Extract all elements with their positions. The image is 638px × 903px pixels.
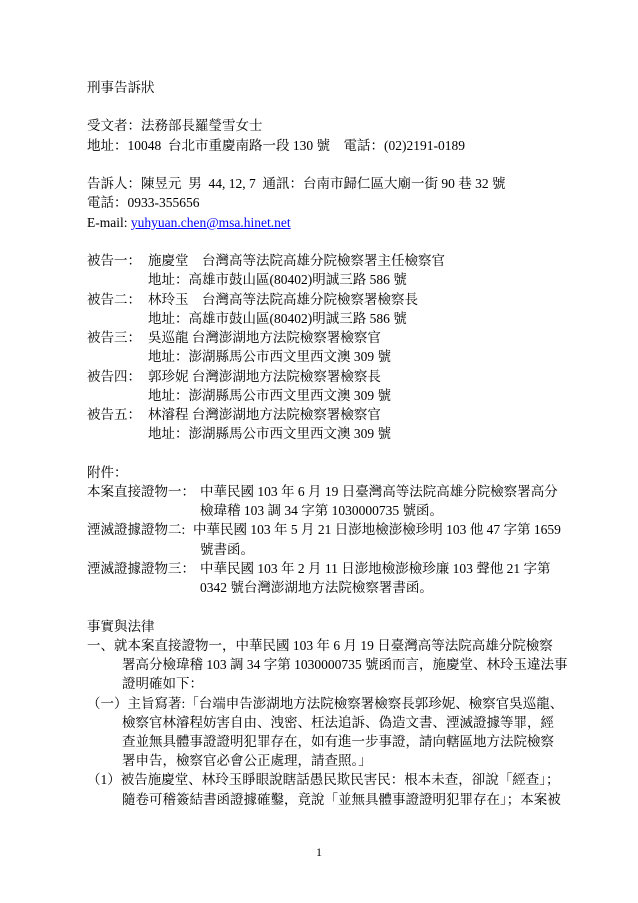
defendant-label: 被告一： — [87, 253, 141, 269]
facts-paragraph-2-line-4: 署申告，檢察官必會公正處理，請查照。」 — [122, 753, 372, 769]
attachment-text: 中華民國 103 年 5 月 21 日澎地檢澎檢珍明 103 他 47 字第 1659 — [193, 522, 561, 538]
defendant-3-address: 地址：澎湖縣馬公市西文里西文澳 309 號 — [148, 349, 391, 365]
facts-paragraph-1-line-3: 證明確如下： — [122, 676, 203, 692]
facts-paragraph-1-line-1: 一、就本案直接證物一，中華民國 103 年 6 月 19 日臺灣高等法院高雄分院檢察 — [87, 637, 553, 653]
defendant-5-address: 地址：澎湖縣馬公市西文里西文澳 309 號 — [148, 426, 391, 442]
defendant-label: 被告三： — [87, 330, 141, 346]
recipient-name-line: 受文者：法務部長羅瑩雪女士 — [87, 118, 263, 134]
defendant-label: 被告五： — [87, 406, 141, 422]
defendant-name-title: 施慶堂 台灣高等法院高雄分院檢察署主任檢察官 — [148, 253, 445, 269]
attachment-label: 湮滅證據證物三： — [87, 560, 195, 576]
complainant-phone-line: 電話：0933-355656 — [87, 195, 200, 211]
attachment-label: 本案直接證物一： — [87, 483, 195, 499]
attachment-item-2 — [87, 520, 627, 539]
complainant-info-line: 告訴人：陳昱元 男 44, 12, 7 通訊：台南市歸仁區大廟一街 90 巷 32 號 — [87, 176, 506, 192]
blank-line — [87, 155, 627, 174]
attachment-item-1 — [87, 482, 627, 501]
facts-paragraph-3-line-1: （1）被告施慶堂、林玲玉睜眼說瞎話愚民欺民害民：根本未查，卻說「經查」； — [87, 772, 560, 788]
attachment-item-1-continuation: 檢瑋稽 103 調 34 字第 1030000735 號函。 — [200, 503, 443, 519]
defendant-4-line — [87, 367, 627, 386]
defendant-label: 被告二： — [87, 291, 141, 307]
defendant-label: 被告四： — [87, 368, 141, 384]
defendant-2-address: 地址：高雄市鼓山區(80402)明誠三路 586 號 — [148, 310, 407, 326]
attachment-item-3-continuation: 0342 號台灣澎湖地方法院檢察署書函。 — [200, 580, 433, 596]
complainant-email-line — [87, 213, 627, 232]
facts-paragraph-2-line-1: （一）主旨寫著:「台端申告澎湖地方法院檢察署檢察長郭珍妮、檢察官吳巡龍、 — [87, 695, 564, 711]
attachment-item-2-continuation: 號書函。 — [200, 541, 254, 557]
facts-heading: 事實與法律 — [87, 618, 155, 634]
email-label: E-mail: — [87, 214, 131, 230]
attachments-heading: 附件： — [87, 464, 128, 480]
attachment-item-3 — [87, 559, 627, 578]
attachment-label: 湮滅證據證物二: — [87, 522, 186, 538]
blank-line — [87, 597, 627, 616]
defendant-5-line — [87, 405, 627, 424]
facts-paragraph-1-line-2: 署高分檢瑋稽 103 調 34 字第 1030000735 號函而言，施慶堂、林玲玉違法事 — [122, 657, 568, 673]
defendant-name-title: 吳巡龍 台灣澎湖地方法院檢察署檢察官 — [148, 330, 381, 346]
defendant-4-address: 地址：澎湖縣馬公市西文里西文澳 309 號 — [148, 387, 391, 403]
recipient-address-line: 地址：10048 台北市重慶南路一段 130 號 電話：(02)2191-0189 — [87, 137, 465, 153]
defendant-3-line — [87, 328, 627, 347]
defendant-1-line — [87, 251, 627, 270]
defendant-name-title: 郭珍妮 台灣澎湖地方法院檢察署檢察長 — [148, 368, 381, 384]
facts-paragraph-2-line-2: 檢察官林濬程妨害自由、洩密、枉法追訴、偽造文書、湮滅證據等罪，經 — [122, 714, 554, 730]
document-title: 刑事告訴狀 — [87, 80, 155, 95]
document-body — [87, 78, 627, 809]
blank-line — [87, 443, 627, 462]
facts-paragraph-3-line-2: 隨卷可稽簽結書函證據確鑿，竟說「並無具體事證證明犯罪存在」；本案被 — [122, 791, 561, 807]
defendant-name-title: 林濬程 台灣澎湖地方法院檢察署檢察官 — [148, 406, 381, 422]
defendant-2-line — [87, 290, 627, 309]
blank-line — [87, 97, 627, 116]
email-link[interactable]: yuhyuan.chen@msa.hinet.net — [130, 214, 291, 230]
page-number: 1 — [316, 845, 322, 859]
blank-line — [87, 232, 627, 251]
defendant-name-title: 林玲玉 台灣高等法院高雄分院檢察署檢察長 — [148, 291, 418, 307]
attachment-text: 中華民國 103 年 6 月 19 日臺灣高等法院高雄分院檢察署高分 — [200, 483, 558, 499]
facts-paragraph-2-line-3: 查並無具體事證證明犯罪存在，如有進一步事證，請向轄區地方法院檢察 — [122, 733, 554, 749]
defendant-1-address: 地址：高雄市鼓山區(80402)明誠三路 586 號 — [148, 272, 407, 288]
attachment-text: 中華民國 103 年 2 月 11 日澎地檢澎檢珍廉 103 聲他 21 字第 — [200, 560, 551, 576]
